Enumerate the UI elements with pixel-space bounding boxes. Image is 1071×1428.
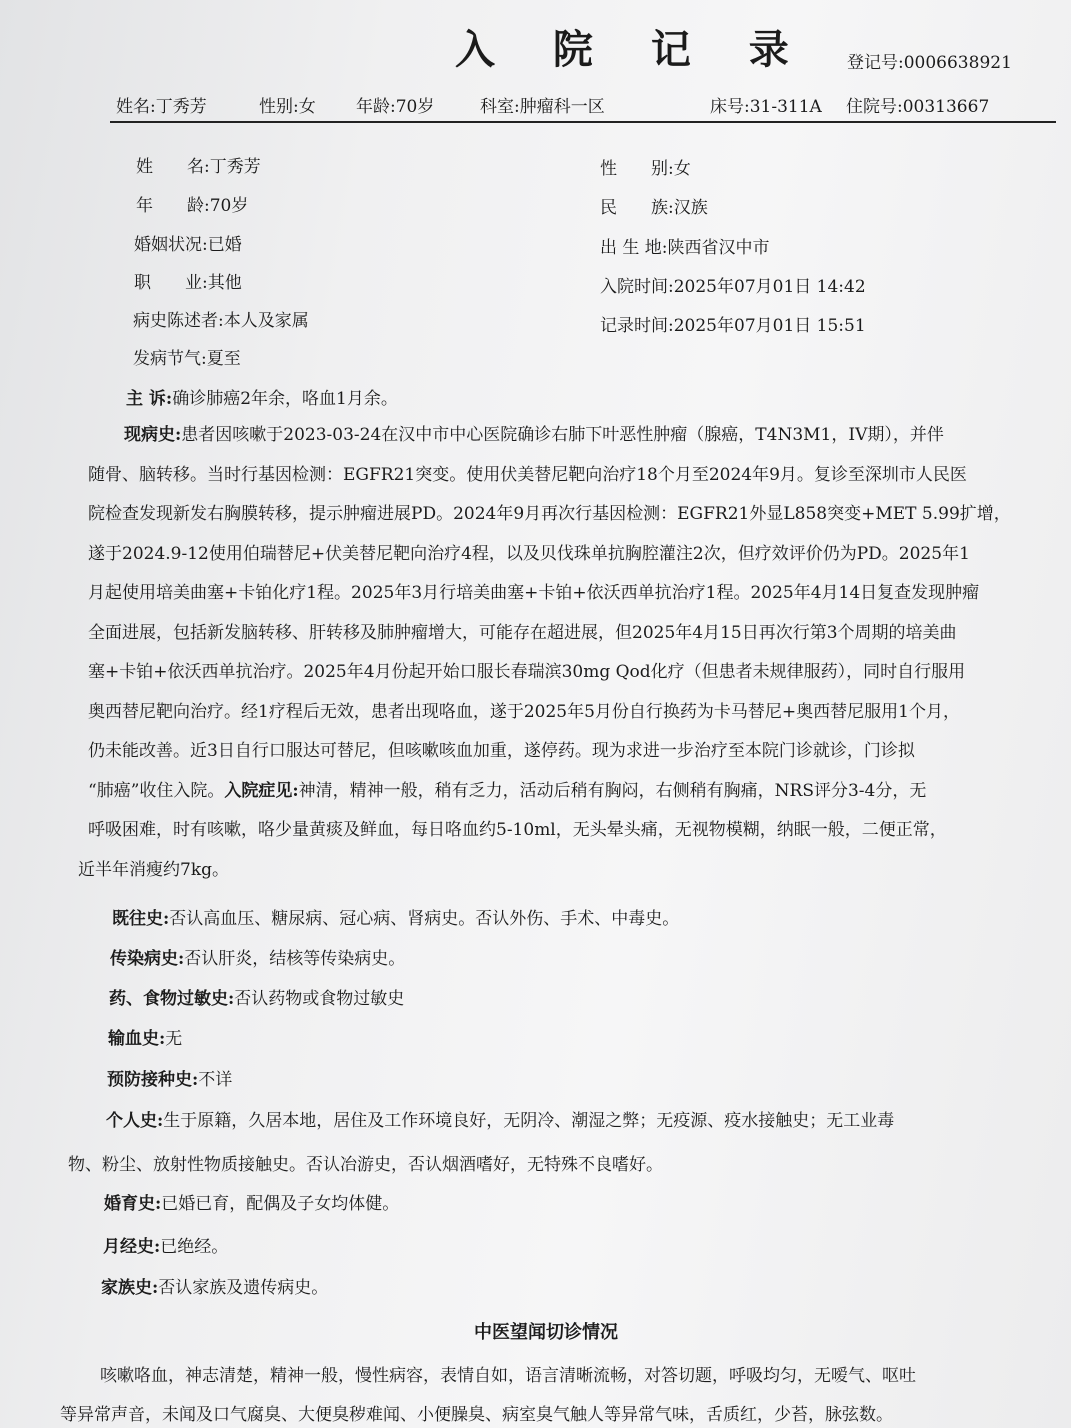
allergy-history: [109, 984, 404, 1009]
infectious-history-label: 传染病史:: [110, 949, 185, 969]
present-illness-line-11: 呼吸困难，时有咳嗽，咯少量黄痰及鲜血，每日咯血约5-10ml，无头晕头痛，无视物模糊，纳眠一般，二便正常，: [88, 820, 947, 840]
personal-history-line-2: 物、粉尘、放射性物质接触史。否认冶游史，否认烟酒嗜好，无特殊不良嗜好。: [68, 1155, 663, 1175]
present-illness-line-10: “肺癌”收住入院。入院症见:神清，精神一般，稍有乏力，活动后稍有胸闷，右侧稍有胸痛，NRS评分3-4分，无: [88, 780, 927, 801]
info-ethnicity: [600, 193, 708, 218]
header-department: 科室:肿瘤科一区: [480, 97, 605, 117]
info-marital: [134, 230, 242, 255]
info-sex-label: 性 别:: [600, 159, 674, 179]
marriage-history: [104, 1189, 399, 1214]
info-occupation-label: 职 业:: [134, 273, 208, 293]
info-sex-value: 女: [673, 159, 691, 179]
header-name: 姓名:丁秀芳: [116, 97, 207, 117]
info-marital-label: 婚姻状况:: [134, 235, 208, 255]
menstrual-history-label: 月经史:: [103, 1237, 161, 1257]
info-admission-time-label: 入院时间:: [600, 277, 674, 297]
vaccination-history: [107, 1065, 232, 1090]
allergy-history-text: 否认药物或食物过敏史: [234, 989, 405, 1009]
present-illness-line-2: 随骨、脑转移。当时行基因检测：EGFR21突变。使用伏美替尼靶向治疗18个月至2024年9月。复诊至深圳市人民医: [88, 464, 967, 485]
personal-history-line-1: [106, 1106, 894, 1131]
marriage-history-text: 已婚已育，配偶及子女均体健。: [161, 1194, 400, 1214]
info-narrator: [133, 306, 309, 331]
present-illness-line-9: 仍未能改善。近3日自行口服达可替尼，但咳嗽咳血加重，遂停药。现为求进一步治疗至本院门诊就诊，门诊拟: [88, 741, 915, 761]
present-illness: [78, 416, 1011, 890]
transfusion-history: [108, 1024, 182, 1049]
present-illness-line-8: 奥西替尼靶向治疗。经1疗程后无效，患者出现咯血，遂于2025年5月份自行换药为卡马替尼+奥西替尼服用1个月，: [88, 701, 960, 722]
family-history-text: 否认家族及遗传病史。: [158, 1278, 329, 1298]
info-record-time: [600, 311, 866, 336]
info-narrator-value: 本人及家属: [223, 311, 309, 331]
info-birthplace: [600, 233, 770, 258]
registration-number: 登记号:0006638921: [847, 53, 1012, 73]
info-birthplace-label: 出 生 地:: [600, 238, 668, 258]
info-name-label: 姓 名:: [136, 157, 210, 177]
past-history: [112, 904, 679, 929]
present-illness-line-3: 院检查发现新发右胸膜转移，提示肿瘤进展PD。2024年9月再次行基因检测：EGFR21外显L858突变+MET 5.99扩增，: [88, 504, 1011, 524]
family-history: [101, 1273, 328, 1298]
tcm-text-line-1: 咳嗽咯血，神志清楚，精神一般，慢性病容，表情自如，语言清晰流畅，对答切题，呼吸均匀，无嗳气、呕吐: [100, 1366, 916, 1386]
present-illness-line-4: 遂于2024.9-12使用伯瑞替尼+伏美替尼靶向治疗4程，以及贝伐珠单抗胸腔灌注2次，但疗效评价仍为PD。2025年1: [88, 543, 970, 564]
info-narrator-label: 病史陈述者:: [133, 311, 224, 331]
present-illness-line-12: 近半年消瘦约7kg。: [78, 859, 229, 880]
header-age: 年龄:70岁: [356, 97, 435, 117]
present-illness-label: 现病史:: [124, 425, 182, 445]
header-inpatient-number: 住院号:00313667: [846, 97, 990, 117]
infectious-history: [110, 944, 405, 969]
menstrual-history-text: 已绝经。: [160, 1237, 229, 1257]
present-illness-line-1: 现病史:患者因咳嗽于2023-03-24在汉中市中心医院确诊右肺下叶恶性肿瘤（腺癌，T4N3M1，IV期），并伴: [124, 425, 944, 445]
document-title: 入 院 记 录: [455, 26, 811, 73]
vaccination-history-text: 不详: [198, 1070, 233, 1090]
chief-complaint-label: 主 诉:: [126, 389, 173, 409]
info-birthplace-value: 陕西省汉中市: [667, 238, 770, 258]
header-sex: 性别:女: [259, 97, 316, 117]
info-age-label: 年 龄:: [136, 196, 210, 216]
info-solar-term-value: 夏至: [206, 349, 241, 369]
info-age: [136, 191, 248, 216]
info-marital-value: 已婚: [207, 235, 242, 255]
header-bed-number: 床号:31-311A: [710, 97, 822, 117]
info-admission-time-value: 2025年07月01日 14:42: [673, 277, 866, 297]
info-admission-time: [600, 272, 866, 297]
info-ethnicity-value: 汉族: [673, 198, 708, 218]
admission-symptoms-text: 神清，精神一般，稍有乏力，活动后稍有胸闷，右侧稍有胸痛，NRS评分3-4分，无: [298, 780, 927, 801]
info-age-value: 70岁: [209, 196, 249, 216]
tcm-section-title: 中医望闻切诊情况: [474, 1322, 618, 1343]
info-occupation: [134, 268, 242, 293]
info-sex: [600, 154, 691, 179]
info-solar-term: [133, 344, 241, 369]
marriage-history-label: 婚育史:: [104, 1194, 162, 1214]
info-record-time-value: 2025年07月01日 15:51: [673, 316, 866, 336]
chief-complaint-text: 确诊肺癌2年余，咯血1月余。: [172, 389, 398, 409]
info-name-value: 丁秀芳: [209, 157, 261, 177]
past-history-text: 否认高血压、糖尿病、冠心病、肾病史。否认外伤、手术、中毒史。: [169, 909, 680, 929]
transfusion-history-text: 无: [165, 1029, 183, 1049]
tcm-text-line-2: 等异常声音，未闻及口气腐臭、大便臭秽难闻、小便臊臭、病室臭气触人等异常气味，舌质红，少苔，脉弦数。: [60, 1405, 893, 1425]
info-name: [136, 152, 261, 177]
transfusion-history-label: 输血史:: [108, 1029, 166, 1049]
info-occupation-value: 其他: [207, 273, 242, 293]
infectious-history-text: 否认肝炎，结核等传染病史。: [184, 949, 406, 969]
admission-symptoms-label: 入院症见:: [224, 780, 299, 801]
family-history-label: 家族史:: [101, 1278, 159, 1298]
personal-history-label: 个人史:: [106, 1111, 164, 1131]
allergy-history-label: 药、食物过敏史:: [109, 989, 235, 1009]
present-illness-line-5: 月起使用培美曲塞+卡铂化疗1程。2025年3月行培美曲塞+卡铂+依沃西单抗治疗1程。2025年4月14日复查发现肿瘤: [88, 583, 980, 603]
chief-complaint: [126, 384, 398, 409]
personal-history-text: 生于原籍，久居本地，居住及工作环境良好，无阴冷、潮湿之弊；无疫源、疫水接触史；无工业毒: [163, 1111, 895, 1131]
vaccination-history-label: 预防接种史:: [107, 1070, 199, 1090]
present-illness-line-7: 塞+卡铂+依沃西单抗治疗。2025年4月份起开始口服长春瑞滨30mg Qod化疗（但患者未规律服药），同时自行服用: [88, 662, 966, 682]
info-solar-term-label: 发病节气:: [133, 349, 207, 369]
info-record-time-label: 记录时间:: [600, 316, 674, 336]
present-illness-line-6: 全面进展，包括新发脑转移、肝转移及肺肿瘤增大，可能存在超进展，但2025年4月15日再次行第3个周期的培美曲: [88, 622, 957, 643]
info-ethnicity-label: 民 族:: [600, 198, 674, 218]
menstrual-history: [103, 1232, 228, 1257]
past-history-label: 既往史:: [112, 909, 170, 929]
header-divider: [110, 121, 1056, 123]
